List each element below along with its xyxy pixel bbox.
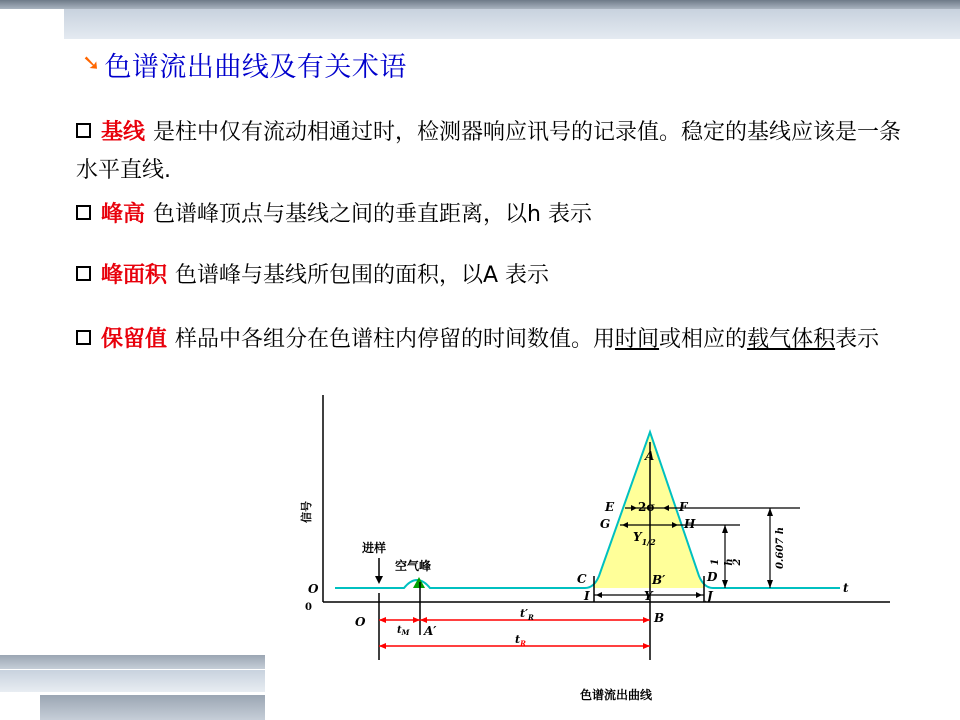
origin-zero: 0 <box>305 602 312 613</box>
time-link[interactable]: 时间 <box>615 327 660 352</box>
arrowhead <box>420 617 427 623</box>
arrowhead <box>379 643 386 649</box>
half-h-label-den: 2 <box>732 558 743 566</box>
title-text: 色谱流出曲线及有关术语 <box>104 51 407 83</box>
arrowhead <box>696 592 702 598</box>
arrowhead <box>767 580 773 588</box>
term-label: 峰面积 <box>101 263 168 288</box>
h0607-label: 0.607 h <box>775 526 786 570</box>
point-d: D <box>707 570 718 584</box>
term-definition-mid: 或相应的 <box>659 327 748 352</box>
label-y: Y <box>644 589 653 603</box>
arrowhead <box>375 576 383 584</box>
arrowhead <box>643 643 650 649</box>
two-sigma-label: 2σ <box>638 500 656 514</box>
y-axis-label: 信号 <box>300 501 313 523</box>
time-axis-label: t <box>843 581 849 595</box>
point-h: H <box>684 517 696 531</box>
arrowhead <box>596 592 602 598</box>
bottom-decor-bar-1 <box>0 655 265 669</box>
top-decor-bar <box>0 0 960 9</box>
bullet-peak-area <box>76 257 906 295</box>
bullet-baseline <box>76 114 906 190</box>
slide-title <box>82 44 407 84</box>
bottom-decor-bar-3 <box>40 695 265 720</box>
arrowhead <box>413 617 420 623</box>
term-definition-end: 表示 <box>835 327 880 352</box>
point-i: I <box>584 589 590 603</box>
term-definition: 是柱中仅有流动相通过时，检测器响应讯号的记录值。稳定的基线应该是一条水平直线. <box>76 120 902 183</box>
term-definition: 色谱峰与基线所包围的面积，以A 表示 <box>175 263 550 288</box>
term-label: 峰高 <box>101 202 146 227</box>
tm-label: $t_M$ <box>397 625 410 637</box>
half-h-label-num: 1 <box>710 558 721 566</box>
term-definition: 色谱峰顶点与基线之间的垂直距离，以h 表示 <box>153 202 592 227</box>
diagram-caption: 色谱流出曲线 <box>580 688 653 702</box>
tr-label: $t_R$ <box>515 633 526 648</box>
arrowhead <box>767 508 773 516</box>
air-peak-label: 空气峰 <box>395 559 432 573</box>
y-half-label: $Y_{1/2}$ <box>633 530 656 547</box>
checkbox-icon <box>76 266 91 281</box>
carrier-gas-volume-link[interactable]: 载气体积 <box>747 327 836 352</box>
arrowhead <box>722 580 728 588</box>
origin-o: O <box>308 582 319 596</box>
point-b-prime: B′ <box>652 573 666 587</box>
arrowhead <box>643 617 650 623</box>
point-a: A <box>645 449 655 463</box>
term-definition: 样品中各组分在色谱柱内停留的时间数值。用 <box>175 327 616 352</box>
checkbox-icon <box>76 123 91 138</box>
title-decor-bar <box>64 9 960 39</box>
arrowhead <box>379 617 386 623</box>
point-j: J <box>707 589 713 603</box>
chromatogram-diagram <box>300 390 900 715</box>
checkbox-icon <box>76 205 91 220</box>
point-b: B <box>654 611 665 625</box>
term-label: 保留值 <box>101 327 168 352</box>
checkbox-icon <box>76 330 91 345</box>
trp-label: $t'_R$ <box>520 607 534 622</box>
point-a-prime: A′ <box>424 624 437 638</box>
half-h-label-h: h <box>724 558 735 566</box>
term-label: 基线 <box>101 120 146 145</box>
bottom-decor-bar-2 <box>0 670 265 692</box>
inject-label: 进样 <box>362 541 387 555</box>
bullet-retention-value <box>76 321 906 359</box>
arrow-icon: ➘ <box>82 51 101 76</box>
point-c: C <box>577 572 587 586</box>
point-f: F <box>679 500 688 514</box>
bullet-peak-height <box>76 196 906 234</box>
point-g: G <box>600 517 611 531</box>
arrowhead <box>722 525 728 533</box>
point-e: E <box>605 500 615 514</box>
point-o: O <box>355 615 366 629</box>
